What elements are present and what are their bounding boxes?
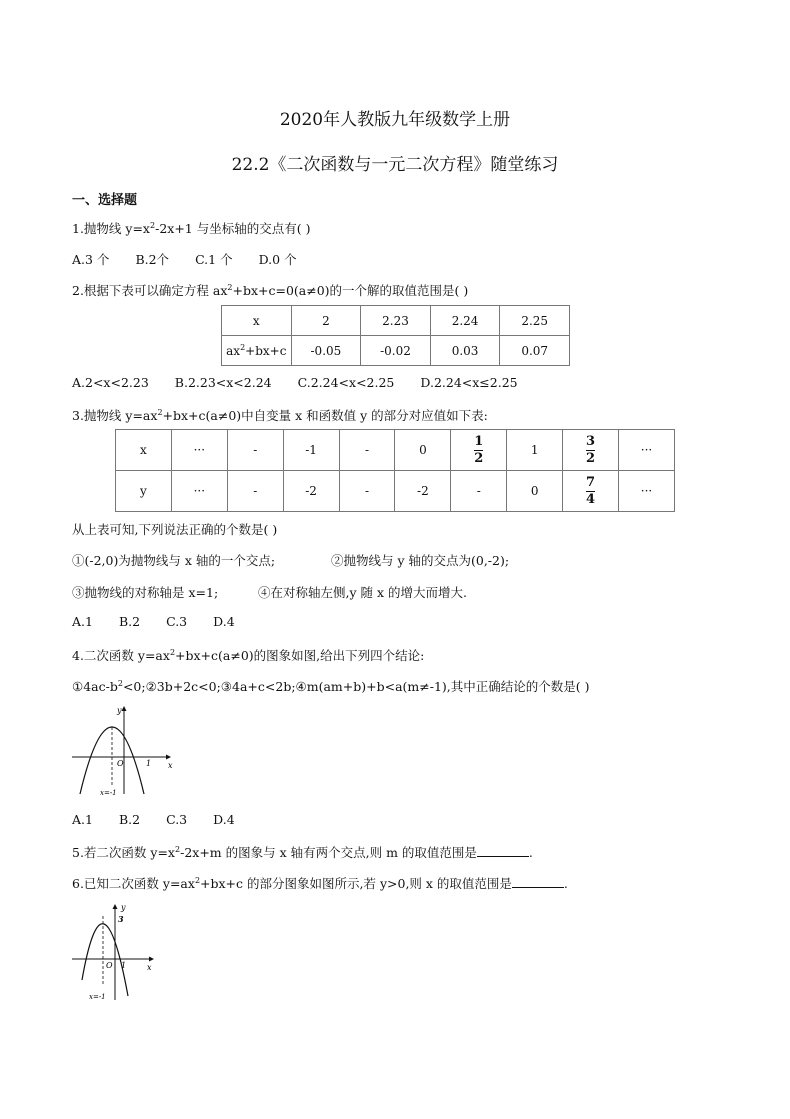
q4-option-a: A.1	[72, 812, 93, 827]
q2-cell: x	[222, 306, 292, 336]
q2-table	[221, 305, 570, 366]
question-5	[72, 843, 533, 861]
axis-label: x=-1	[89, 993, 106, 1001]
q4-option-b: B.2	[118, 812, 141, 827]
axis-label: x=-1	[100, 789, 117, 797]
q6-sup: 2	[194, 875, 201, 885]
q3-statement-2: ②抛物线与 y 轴的交点为(0,-2);	[331, 553, 510, 568]
document-title: 2020年人教版九年级数学上册	[279, 110, 511, 130]
q3-options	[72, 614, 261, 629]
q5-text-post: -2x+m 的图象与 x 轴有两个交点,则 m 的取值范围是	[180, 845, 477, 860]
fraction-denominator: 4	[586, 491, 596, 507]
q4-c-pre: ①4ac-b	[72, 679, 118, 694]
q1-options	[72, 250, 323, 268]
q2-text-pre: 2.根据下表可以确定方程 ax	[72, 283, 228, 298]
origin-label: O	[117, 759, 124, 768]
y-axis-arrow	[113, 904, 118, 909]
y-label: y	[117, 706, 122, 715]
q3-cell: -	[227, 430, 283, 471]
fraction	[474, 435, 483, 466]
q1-text-post: -2x+1 与坐标轴的交点有( )	[155, 221, 311, 236]
y-axis-arrow	[122, 706, 127, 711]
q4-option-d: D.4	[213, 812, 235, 827]
q3-option-a: A.1	[72, 614, 93, 629]
section-heading: 一、选择题	[72, 193, 138, 208]
three-label: 3	[118, 914, 124, 924]
q4-text-post: +bx+c(a≠0)的图象如图,给出下列四个结论:	[175, 648, 425, 663]
q4-conclusions	[72, 677, 589, 695]
q3-cell: ···	[171, 430, 227, 471]
q3-cell: -	[451, 471, 507, 512]
q3-statement-3: ③抛物线的对称轴是 x=1;	[72, 585, 219, 600]
q5-sup: 2	[175, 844, 181, 854]
q2-cell: -0.05	[291, 336, 361, 366]
q4-options	[72, 812, 261, 827]
fraction-denominator: 2	[586, 450, 596, 466]
fraction	[586, 476, 595, 507]
q6-graph	[66, 900, 166, 1004]
origin-label: O	[106, 961, 113, 970]
q3-cell: -2	[395, 471, 451, 512]
q4-text-pre: 4.二次函数 y=ax	[72, 648, 170, 663]
q2-options	[72, 375, 544, 390]
x-axis-arrow	[149, 957, 154, 962]
fraction-numerator: 3	[586, 433, 596, 449]
q2-cell: 0.03	[430, 336, 500, 366]
q2-sup: 2	[227, 282, 233, 292]
q4-c-post: <0;②3b+2c<0;③4a+c<2b;④m(am+b)+b<a(m≠-1),其中正确结论的个数是( )	[122, 679, 590, 694]
q4-c-sup: 2	[117, 678, 123, 688]
q2-cell: 0.07	[500, 336, 570, 366]
q3-cell: ···	[619, 430, 675, 471]
q3-table-row	[116, 471, 675, 512]
q3-cell: x	[116, 430, 172, 471]
q2-label-sup: 2	[240, 342, 246, 352]
q3-option-b: B.2	[118, 614, 141, 629]
fraction-denominator: 2	[474, 450, 484, 466]
q3-option-c: C.3	[166, 614, 188, 629]
parabola	[82, 924, 128, 996]
question-6	[72, 874, 568, 892]
q1-option-b: B.2个	[135, 252, 170, 267]
q2-table-row	[222, 336, 570, 366]
q2-cell: 2.24	[430, 306, 500, 336]
q2-option-c: C.2.24<x<2.25	[297, 375, 395, 390]
q6-end: .	[563, 876, 568, 891]
q1-text-pre: 1.抛物线 y=x	[72, 221, 150, 236]
fraction-numerator: 1	[474, 433, 484, 449]
fraction-numerator: 7	[586, 474, 596, 490]
q3-cell: 0	[395, 430, 451, 471]
q2-cell: 2.23	[361, 306, 431, 336]
q5-end: .	[528, 845, 533, 860]
q3-statement-4: ④在对称轴左侧,y 随 x 的增大而增大.	[258, 585, 467, 600]
answer-blank[interactable]	[512, 876, 564, 888]
q4-graph	[66, 702, 176, 798]
q2-label-post: +bx+c	[245, 343, 287, 358]
q3-text-pre: 3.抛物线 y=ax	[72, 408, 158, 423]
q3-table-row	[116, 430, 675, 471]
q2-option-a: A.2<x<2.23	[72, 375, 149, 390]
q3-text-post: +bx+c(a≠0)中自变量 x 和函数值 y 的部分对应值如下表:	[162, 408, 488, 423]
question-4	[72, 646, 424, 664]
q2-cell: 2	[291, 306, 361, 336]
fraction	[586, 435, 595, 466]
y-label: y	[121, 903, 126, 912]
q6-text-pre: 6.已知二次函数 y=ax	[72, 876, 195, 891]
question-3	[72, 406, 488, 424]
q3-cell: -	[339, 471, 395, 512]
q2-option-d: D.2.24<x≤2.25	[420, 375, 518, 390]
q6-text-post: +bx+c 的部分图象如图所示,若 y>0,则 x 的取值范围是	[200, 876, 512, 891]
question-1	[72, 219, 310, 237]
q3-cell-fraction	[563, 471, 619, 512]
q2-cell: 2.25	[500, 306, 570, 336]
x-axis-arrow	[166, 755, 171, 760]
q5-text-pre: 5.若二次函数 y=x	[72, 845, 175, 860]
q2-cell-label	[222, 336, 292, 366]
q2-option-b: B.2.23<x<2.24	[174, 375, 272, 390]
q1-option-d: D.0 个	[258, 252, 297, 267]
answer-blank[interactable]	[477, 845, 529, 857]
document-subtitle: 22.2《二次函数与一元二次方程》随堂练习	[231, 155, 559, 175]
q3-cell: -	[227, 471, 283, 512]
q3-cell: y	[116, 471, 172, 512]
q3-cell: ···	[619, 471, 675, 512]
q3-sup: 2	[157, 407, 163, 417]
question-2	[72, 281, 468, 299]
q3-statement-1: ①(-2,0)为抛物线与 x 轴的一个交点;	[72, 553, 276, 568]
q2-cell: -0.02	[361, 336, 431, 366]
q3-cell: -1	[283, 430, 339, 471]
q4-sup: 2	[169, 647, 176, 657]
one-label: 1	[121, 961, 127, 970]
q3-cell: ···	[171, 471, 227, 512]
q3-cell: 0	[507, 471, 563, 512]
q1-sup: 2	[150, 220, 156, 230]
q4-option-c: C.3	[166, 812, 188, 827]
q3-cell: -2	[283, 471, 339, 512]
q2-table-row	[222, 306, 570, 336]
x-label: x	[168, 761, 173, 770]
one-label: 1	[146, 759, 152, 768]
q3-cell-fraction	[563, 430, 619, 471]
q3-cell: -	[339, 430, 395, 471]
q1-option-c: C.1 个	[195, 252, 233, 267]
q3-table	[115, 429, 675, 512]
q2-label-pre: ax	[226, 343, 241, 358]
q3-cell-fraction	[451, 430, 507, 471]
q3-option-d: D.4	[213, 614, 235, 629]
q2-text-post: +bx+c=0(a≠0)的一个解的取值范围是( )	[232, 283, 469, 298]
q3-cell: 1	[507, 430, 563, 471]
q1-option-a: A.3 个	[72, 252, 110, 267]
x-label: x	[147, 963, 152, 972]
q3-ask: 从上表可知,下列说法正确的个数是( )	[72, 522, 278, 537]
